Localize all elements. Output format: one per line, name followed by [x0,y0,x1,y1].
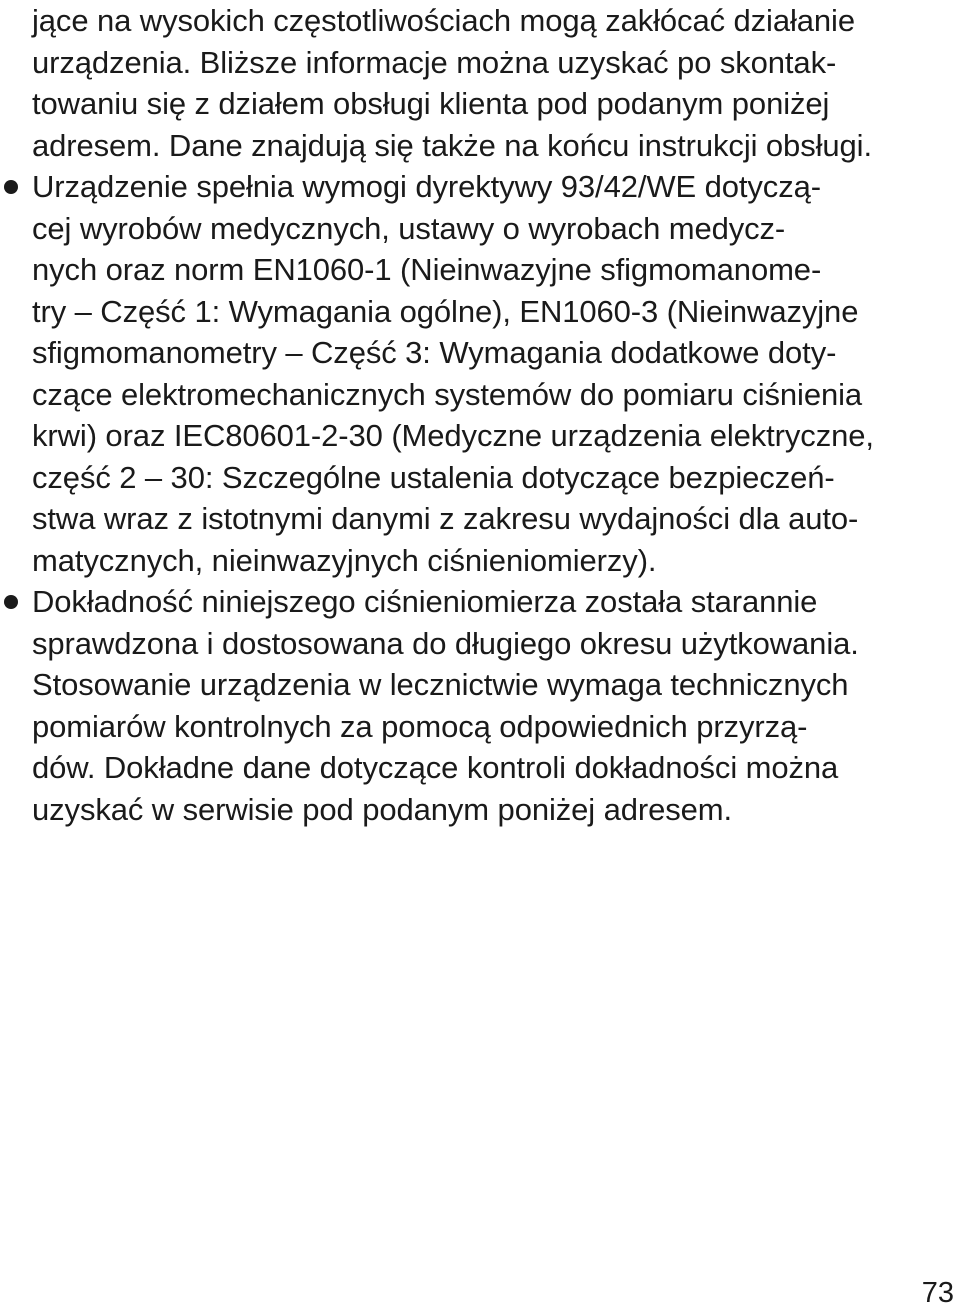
text-line: Stosowanie urządzenia w lecznictwie wymaga technicznych [32,667,849,702]
text-line: nych oraz norm EN1060-1 (Nieinwazyjne sfigmomanome- [32,252,822,287]
page-number: 73 [921,1277,954,1309]
text-line: stwa wraz z istotnymi danymi z zakresu wydajności dla auto- [32,501,859,536]
text-line: dów. Dokładne dane dotyczące kontroli dokładności można [32,750,839,785]
text-line: część 2 – 30: Szczególne ustalenia dotyczące bezpieczeń- [32,459,835,495]
bullet-icon [4,180,18,194]
text-line: pomiarów kontrolnych za pomocą odpowiednich przyrzą- [32,708,808,744]
text-line: sprawdzona i dostosowana do długiego okresu użytkowania. [32,625,859,661]
text-line: cej wyrobów medycznych, ustawy o wyrobach medycz- [32,210,786,246]
text-line: towaniu się z działem obsługi klienta pod podanym poniżej [32,86,830,121]
text-line: matycznych, nieinwazyjnych ciśnieniomierzy). [32,542,657,578]
bullet-item-accuracy [32,581,932,830]
body-text [32,0,932,830]
text-line: sfigmomanometry – Część 3: Wymagania dodatkowe doty- [32,335,837,370]
text-line: Dokładność niniejszego ciśnieniomierza została starannie [32,584,818,619]
text-line: Urządzenie spełnia wymogi dyrektywy 93/42/WE dotyczą- [32,169,821,204]
text-line: jące na wysokich częstotliwościach mogą zakłócać działanie [32,3,855,38]
text-line: urządzenia. Bliższe informacje można uzyskać po skontak- [32,44,837,80]
bullet-icon [4,595,18,609]
continued-paragraph [32,0,932,166]
text-line: krwi) oraz IEC80601-2-30 (Medyczne urządzenia elektryczne, [32,418,874,453]
text-line: czące elektromechanicznych systemów do pomiaru ciśnienia [32,376,863,412]
text-line: adresem. Dane znajdują się także na końcu instrukcji obsługi. [32,127,872,163]
text-line: uzyskać w serwisie pod podanym poniżej adresem. [32,791,733,827]
text-line: try – Część 1: Wymagania ogólne), EN1060-3 (Nieinwazyjne [32,293,859,329]
bullet-item-directive [32,166,932,581]
